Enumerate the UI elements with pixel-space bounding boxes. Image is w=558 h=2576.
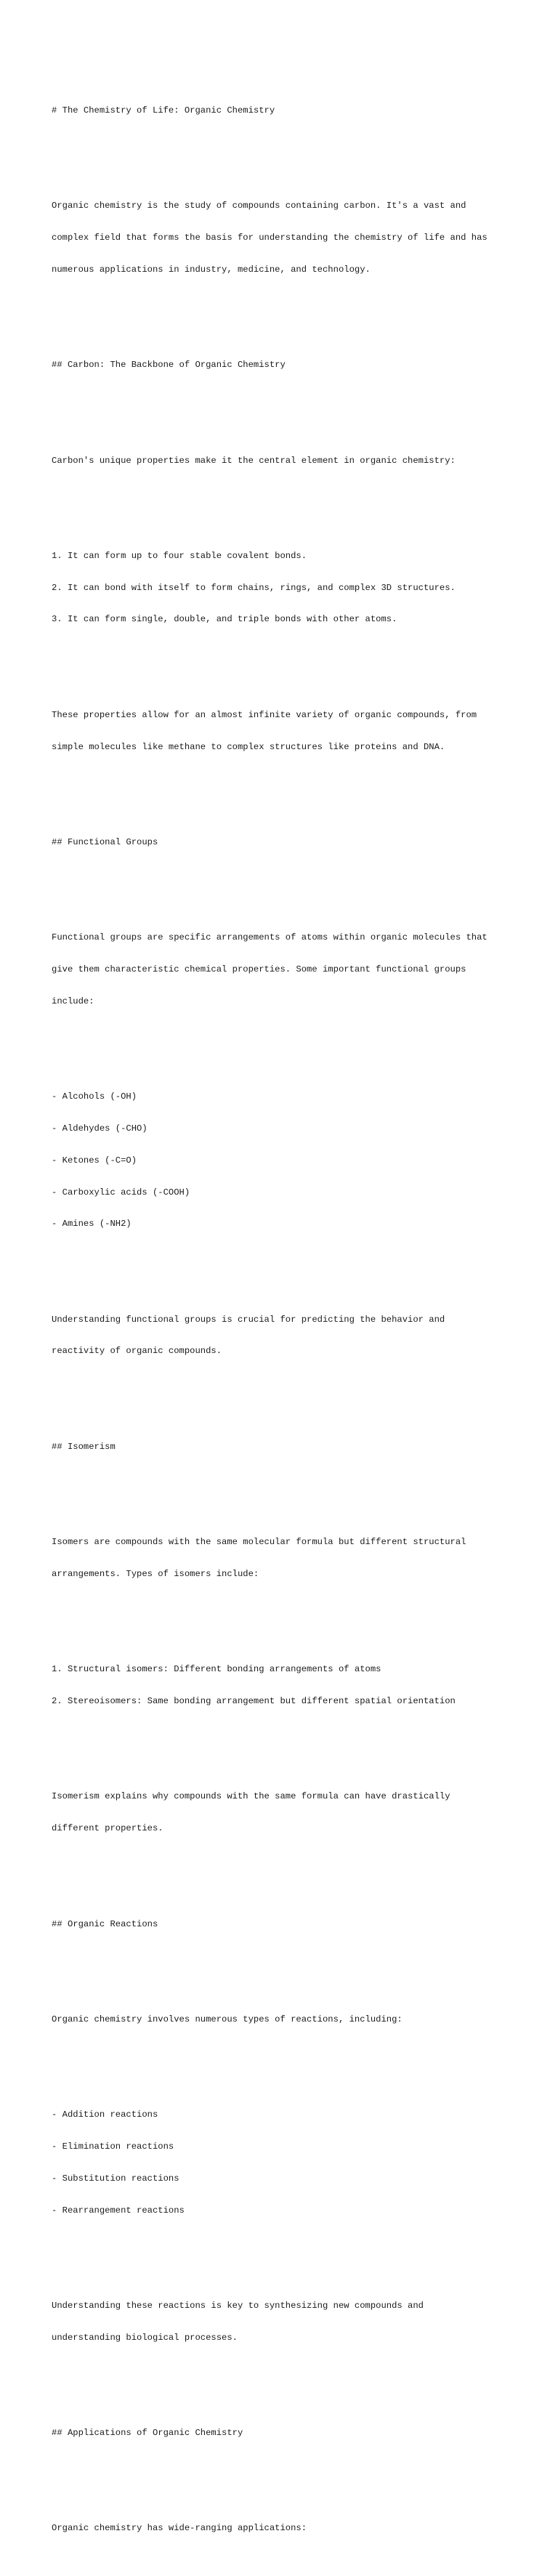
list-item: - Ketones (-C=O) — [52, 1155, 137, 1166]
paragraph — [52, 1516, 531, 1601]
list-item: - Carboxylic acids (-COOH) — [52, 1187, 190, 1198]
section-heading-applications — [52, 2407, 531, 2460]
text-line: understanding biological processes. — [52, 2332, 238, 2343]
text-line: Organic chemistry is the study of compounds containing carbon. It's a vast and — [52, 201, 466, 211]
list-item: - Amines (-NH2) — [52, 1219, 132, 1230]
text-line: ## Functional Groups — [52, 836, 158, 847]
list-item: - Aldehydes (-CHO) — [52, 1123, 147, 1134]
paragraph — [52, 434, 531, 487]
list-item: - Elimination reactions — [52, 2141, 174, 2152]
text-line: Organic chemistry has wide-ranging applications: — [52, 2523, 307, 2534]
text-line: Understanding functional groups is crucial for predicting the behavior and — [52, 1314, 445, 1325]
intro-paragraph — [52, 179, 531, 296]
text-line: ## Carbon: The Backbone of Organic Chemistry — [52, 360, 286, 371]
text-line: reactivity of organic compounds. — [52, 1346, 222, 1357]
text-line: Organic chemistry involves numerous types of reactions, including: — [52, 2014, 403, 2024]
text-line: ## Isomerism — [52, 1441, 116, 1452]
text-line: complex field that forms the basis for understanding the chemistry of life and has — [52, 233, 488, 243]
text-line: arrangements. Types of isomers include: — [52, 1568, 259, 1579]
paragraph — [52, 1293, 531, 1378]
section-heading-carbon — [52, 339, 531, 392]
bullet-list — [52, 1070, 531, 1251]
text-line: simple molecules like methane to complex structures like proteins and DNA. — [52, 741, 445, 752]
list-item: 2. It can bond with itself to form chains, rings, and complex 3D structures. — [52, 582, 456, 593]
list-item: 2. Stereoisomers: Same bonding arrangement but different spatial orientation — [52, 1696, 456, 1707]
document-title — [52, 84, 531, 137]
numbered-list — [52, 530, 531, 647]
paragraph — [52, 1770, 531, 1855]
text-line: ## Applications of Organic Chemistry — [52, 2428, 243, 2438]
text-line: These properties allow for an almost infinite variety of organic compounds, from — [52, 709, 477, 720]
numbered-list — [52, 1643, 531, 1728]
text-line: ## Organic Reactions — [52, 1918, 158, 1929]
paragraph — [52, 2280, 531, 2365]
document-body — [52, 52, 531, 2576]
paragraph — [52, 911, 531, 1028]
text-line: Carbon's unique properties make it the central element in organic chemistry: — [52, 455, 456, 466]
section-heading-organic-reactions — [52, 1897, 531, 1950]
list-item: - Addition reactions — [52, 2109, 158, 2120]
text-line: include: — [52, 996, 94, 1006]
paragraph — [52, 2502, 531, 2555]
list-item: 3. It can form single, double, and triple bonds with other atoms. — [52, 614, 397, 625]
list-item: - Rearrangement reactions — [52, 2205, 185, 2216]
list-item: 1. It can form up to four stable covalent bonds. — [52, 550, 307, 561]
bullet-list — [52, 2088, 531, 2237]
text-line: Isomers are compounds with the same molecular formula but different structural — [52, 1537, 466, 1548]
paragraph — [52, 1993, 531, 2046]
text-line: give them characteristic chemical properties. Some important functional groups — [52, 964, 466, 975]
list-item: - Alcohols (-OH) — [52, 1091, 137, 1102]
text-line: different properties. — [52, 1823, 163, 1834]
text-line: # The Chemistry of Life: Organic Chemistry — [52, 105, 275, 116]
list-item: 1. Structural isomers: Different bonding arrangements of atoms — [52, 1664, 381, 1675]
list-item: - Substitution reactions — [52, 2173, 179, 2184]
section-heading-functional-groups — [52, 816, 531, 869]
section-heading-isomerism — [52, 1421, 531, 1474]
text-line: numerous applications in industry, medicine, and technology. — [52, 264, 371, 275]
text-line: Understanding these reactions is key to synthesizing new compounds and — [52, 2300, 424, 2311]
text-line: Functional groups are specific arrangements of atoms within organic molecules that — [52, 932, 488, 943]
text-line: Isomerism explains why compounds with the same formula can have drastically — [52, 1791, 450, 1802]
paragraph — [52, 689, 531, 774]
